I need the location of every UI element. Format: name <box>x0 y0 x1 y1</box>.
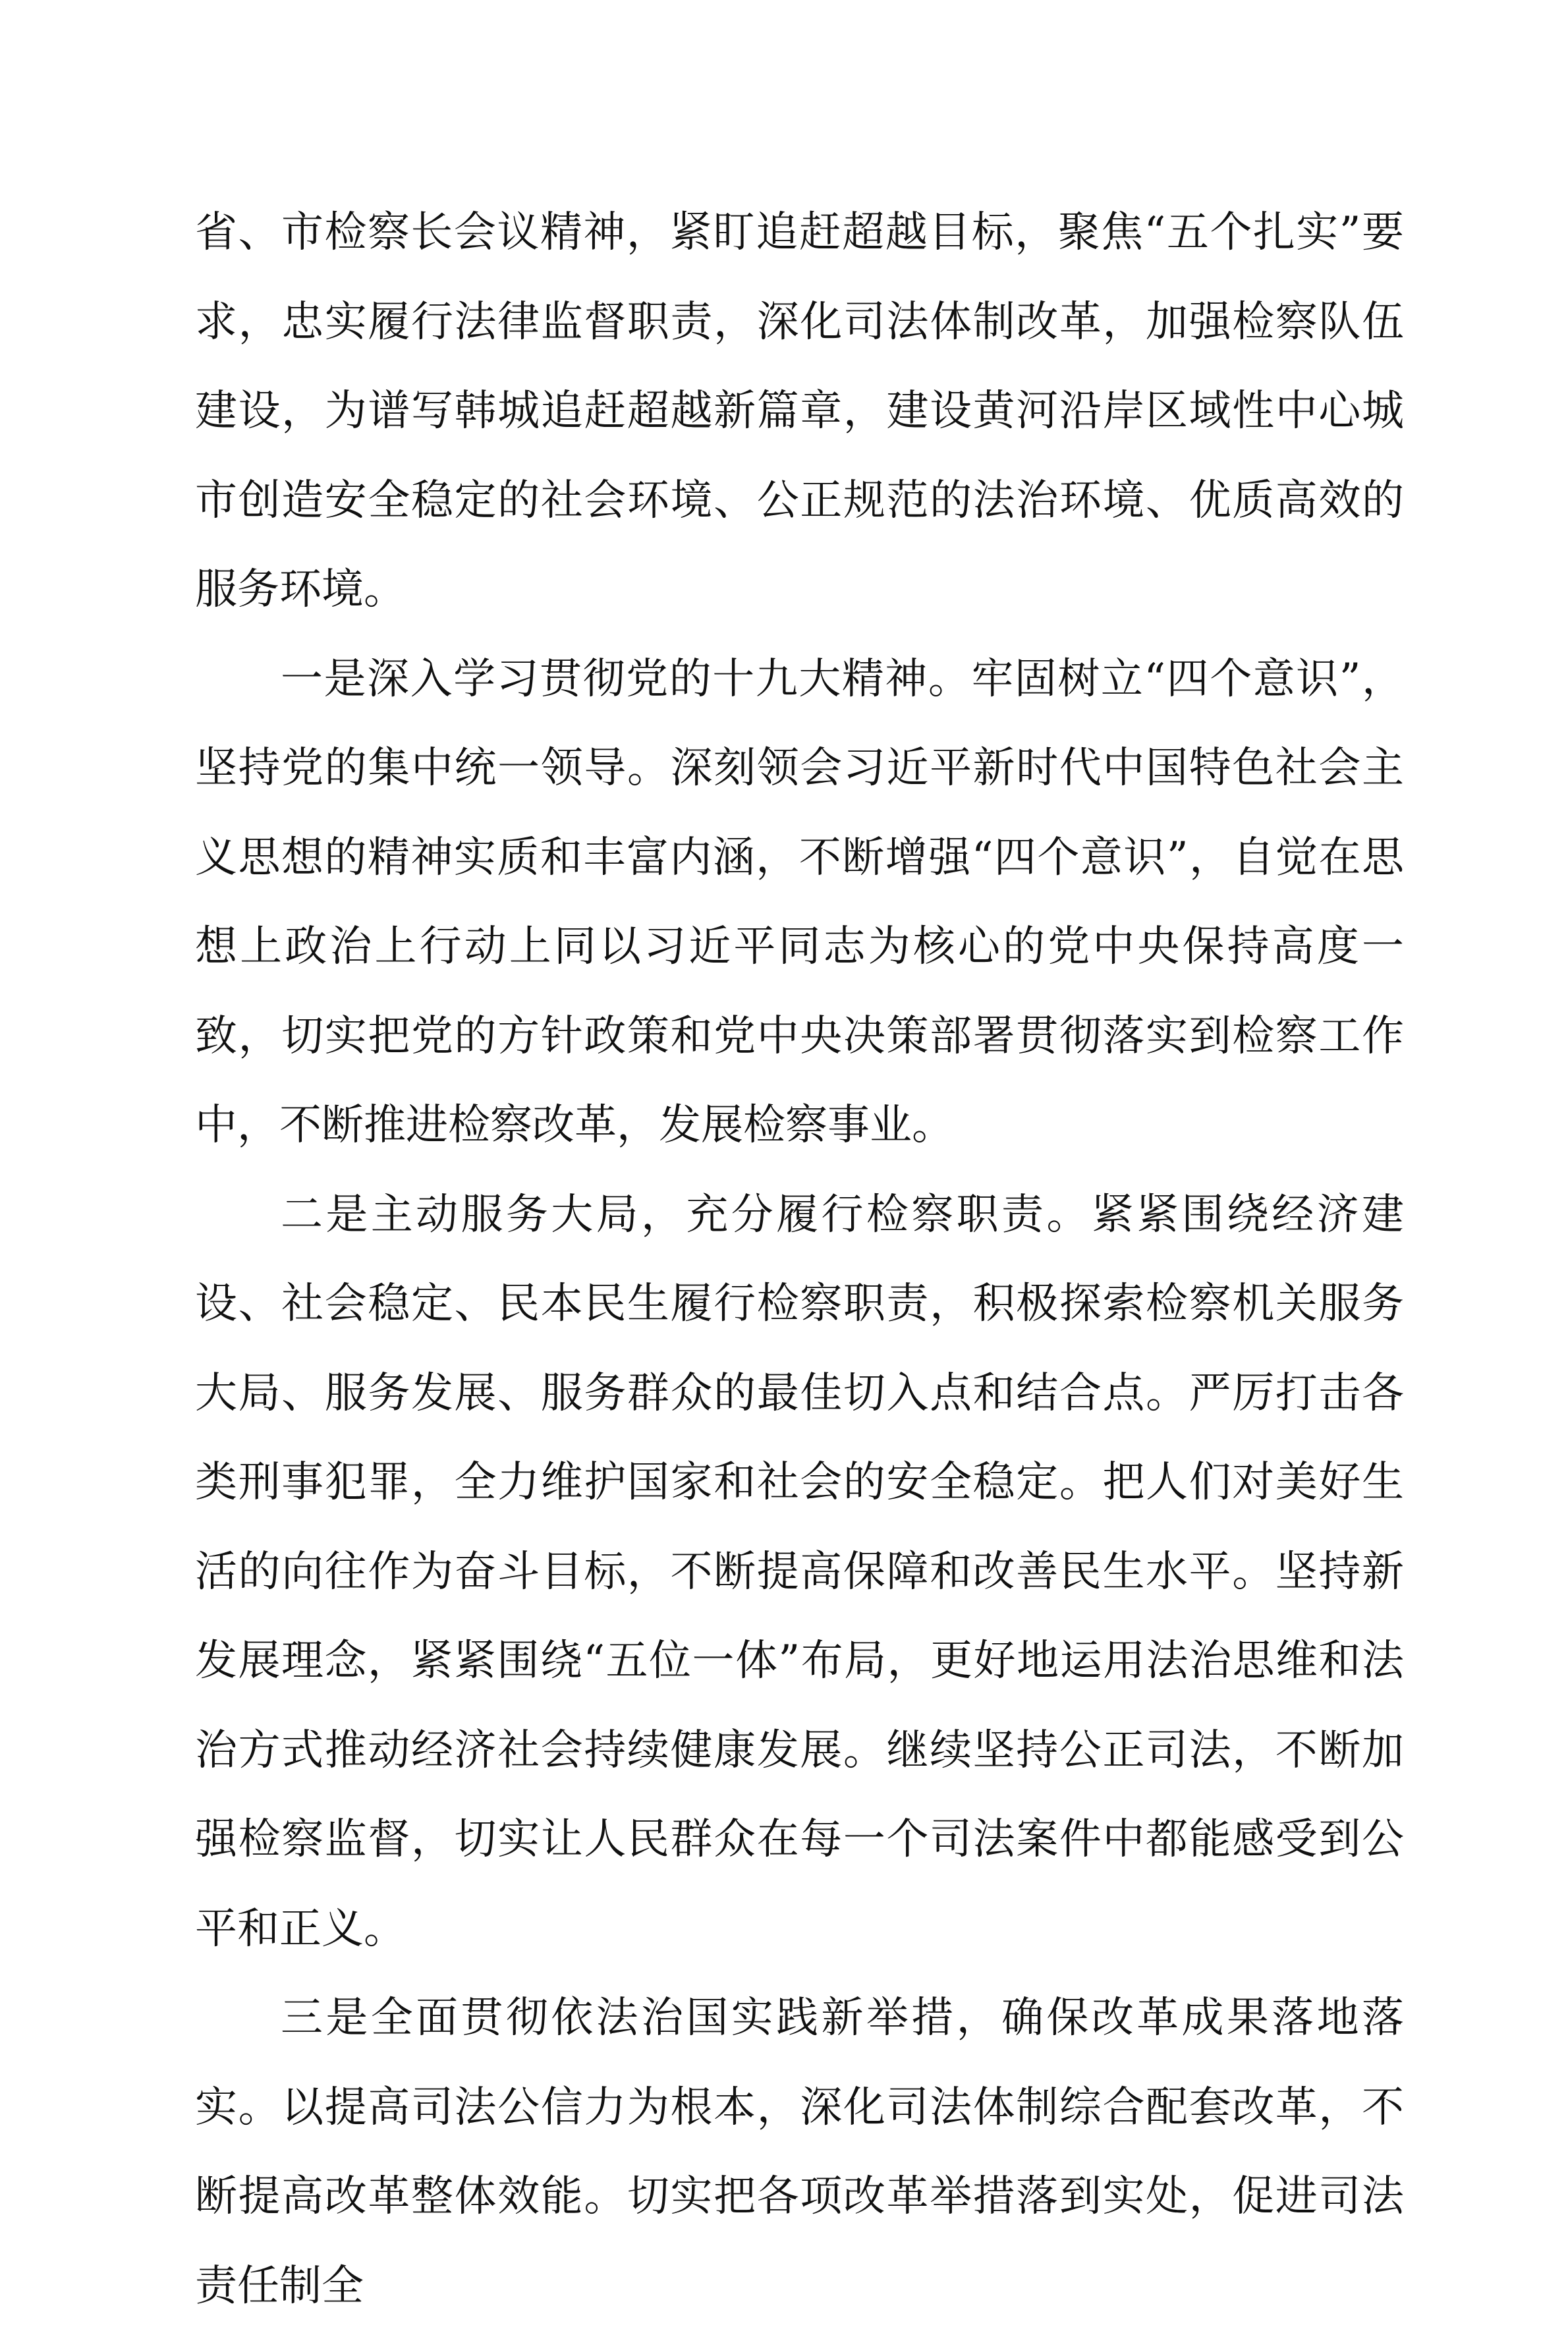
paragraph-3: 二是主动服务大局，充分履行检察职责。紧紧围绕经济建设、社会稳定、民本民生履行检察职责，积极探索检察机关服务大局、服务发展、服务群众的最佳切入点和结合点。严厉打击各类刑事犯罪，全力维护国家和社会的安全稳定。把人们对美好生活的向往作为奋斗目标，不断提高保障和改善民生水平。坚持新发展理念，紧紧围绕“五位一体”布局，更好地运用法治思维和法治方式推动经济社会持续健康发展。继续坚持公正司法，不断加强检察监督，切实让人民群众在每一个司法案件中都能感受到公平和正义。 <box>195 1190 1404 1953</box>
paragraph-1: 省、市检察长会议精神，紧盯追赶超越目标，聚焦“五个扎实”要求，忠实履行法律监督职责，深化司法体制改革，加强检察队伍建设，为谱写韩城追赶超越新篇章，建设黄河沿岸区域性中心城市创造安全稳定的社会环境、公正规范的法治环境、优质高效的服务环境。 <box>195 208 1404 614</box>
paragraph-2: 一是深入学习贯彻党的十九大精神。牢固树立“四个意识”，坚持党的集中统一领导。深刻领会习近平新时代中国特色社会主义思想的精神实质和丰富内涵，不断增强“四个意识”，自觉在思想上政治上行动上同以习近平同志为核心的党中央保持高度一致，切实把党的方针政策和党中央决策部署贯彻落实到检察工作中，不断推进检察改革，发展检察事业。 <box>195 654 1404 1150</box>
document-body <box>195 188 1404 2331</box>
paragraph-4: 三是全面贯彻依法治国实践新举措，确保改革成果落地落实。以提高司法公信力为根本，深化司法体制综合配套改革，不断提高改革整体效能。切实把各项改革举措落到实处，促进司法责任制全 <box>195 1994 1404 2311</box>
